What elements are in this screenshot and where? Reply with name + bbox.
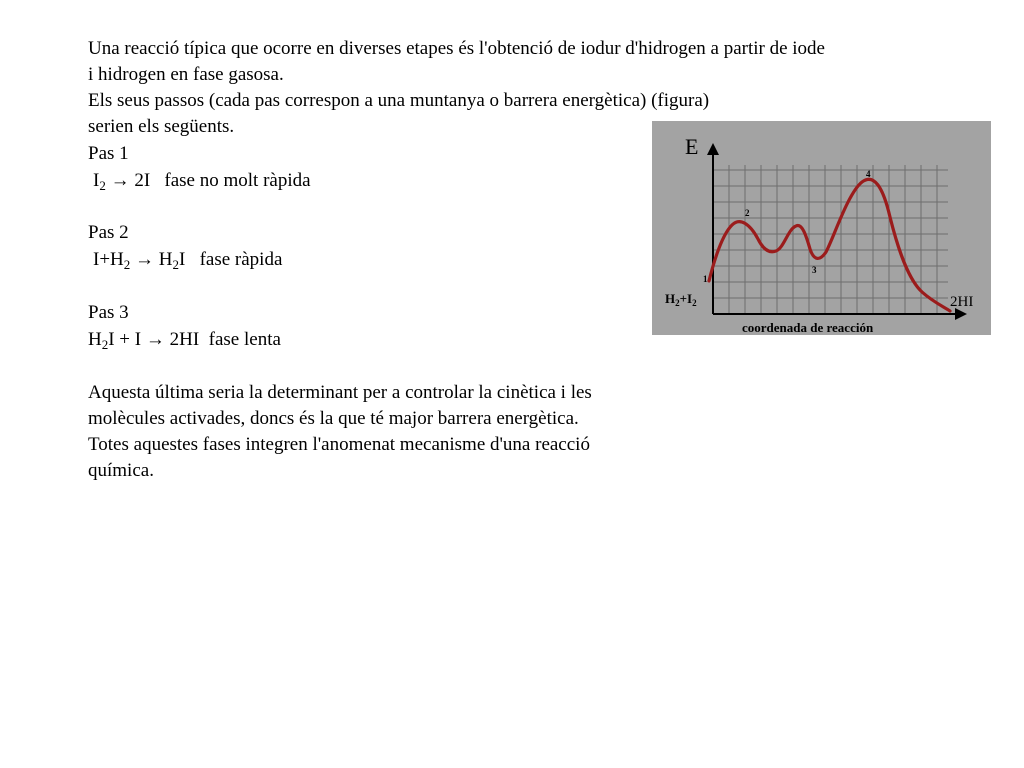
figure-background <box>652 121 991 335</box>
products-label: 2HI <box>950 294 974 310</box>
point-4-label: 4 <box>866 169 871 179</box>
intro-line-2: i hidrogen en fase gasosa. <box>88 64 284 85</box>
reactants-label: $H_2+I_2$ <box>665 291 697 308</box>
conclusion-line-3: Totes aquestes fases integren l'anomenat mecanisme d'una reacció <box>88 434 590 455</box>
intro-line-1: Una reacció típica que ocorre en diverses etapes és l'obtenció de iodur d'hidrogen a partir de iode <box>88 38 825 59</box>
conclusion-line-2: molècules activades, doncs és la que té major barrera energètica. <box>88 408 579 429</box>
step-2-title: Pas 2 <box>88 222 129 243</box>
point-1-label: 1 <box>703 274 708 284</box>
y-axis-label: E <box>685 134 699 159</box>
step-3-title: Pas 3 <box>88 302 129 323</box>
step-3-equation: $H_2I + I \to 2HI$ fase lenta <box>88 329 281 352</box>
step-1-title: Pas 1 <box>88 143 129 164</box>
x-axis-label: coordenada de reacción <box>742 320 874 335</box>
step-1-equation: $I_2 \to 2I$ fase no molt ràpida <box>93 170 311 193</box>
point-2-label: 2 <box>745 208 750 218</box>
point-3-label: 3 <box>812 265 817 275</box>
intro-line-3: Els seus passos (cada pas correspon a una muntanya o barrera energètica) (figura) <box>88 90 710 111</box>
energy-profile-figure <box>652 121 991 335</box>
step-2-equation: $I+H_2 \to H_2I$ fase ràpida <box>93 249 283 272</box>
conclusion-line-1: Aquesta última seria la determinant per a controlar la cinètica i les <box>88 382 592 403</box>
conclusion-line-4: química. <box>88 460 154 481</box>
intro-line-4: serien els següents. <box>88 116 235 137</box>
